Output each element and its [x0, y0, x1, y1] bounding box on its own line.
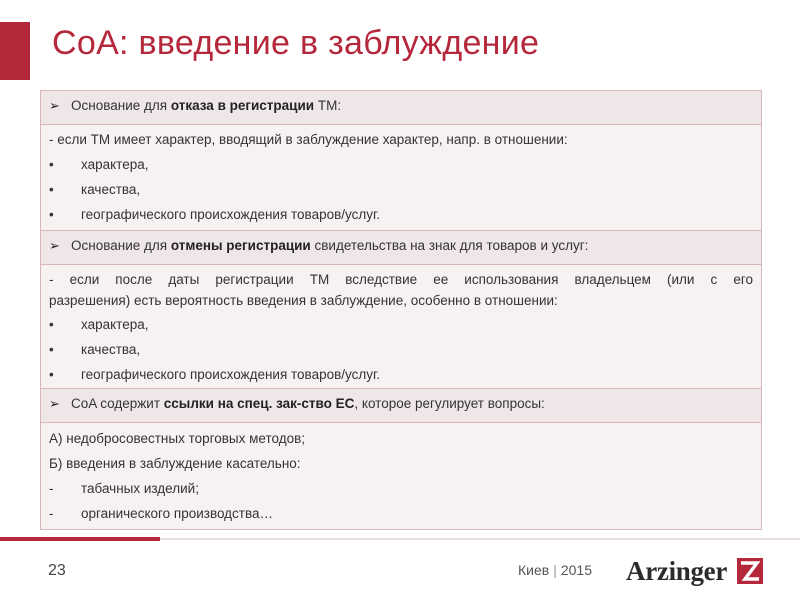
table-header-refusal — [41, 91, 761, 125]
header-text: Основание для — [71, 98, 171, 113]
bullet-icon: • — [49, 317, 54, 332]
bullet-icon: • — [49, 207, 54, 222]
arrow-bullet-icon: ➢ — [49, 98, 60, 113]
bullet-icon: • — [49, 342, 54, 357]
title-accent-bar — [0, 22, 30, 80]
header-text: Основание для — [71, 238, 171, 253]
item-a: А) недобросовестных торговых методов; — [49, 431, 306, 446]
dash-icon: - — [49, 506, 54, 521]
intro-text-line-1: - если после даты регистрации ТМ вследствие ее использования владельцем (или с его — [49, 272, 753, 287]
header-bold-text: отказа в регистрации — [170, 98, 315, 113]
table-body-eu-legislation — [41, 423, 761, 529]
bullet-icon: • — [49, 367, 54, 382]
table-body-cancellation — [41, 265, 761, 389]
intro-text-line-2: разрешения) есть вероятность введения в заблуждение, особенно в отношении: — [49, 293, 558, 308]
list-item: географического происхождения товаров/услуг. — [81, 207, 381, 222]
header-bold-text: отмены регистрации — [170, 238, 311, 253]
bullet-icon: • — [49, 182, 54, 197]
header-line — [49, 98, 341, 114]
slide-title: CoA: введение в заблуждение — [52, 24, 540, 62]
header-bold-text: ссылки на спец. зак-ство ЕС — [163, 396, 355, 411]
list-item: качества, — [81, 342, 141, 357]
footer-separator: | — [553, 562, 557, 578]
table-header-eu-legislation — [41, 389, 761, 423]
year-label: 2015 — [560, 562, 592, 578]
list-item: табачных изделий; — [81, 481, 199, 496]
intro-text: - если ТМ имеет характер, вводящий в заблуждение характер, напр. в отношении: — [49, 132, 568, 147]
arzinger-logo-mark-icon — [737, 558, 763, 584]
header-text-suffix: , которое регулирует вопросы: — [354, 396, 545, 411]
header-text-suffix: свидетельства на знак для товаров и услуг: — [310, 238, 589, 253]
header-line — [49, 238, 588, 254]
header-text-suffix: ТМ: — [314, 98, 342, 113]
bullet-icon: • — [49, 157, 54, 172]
item-b: Б) введения в заблуждение касательно: — [49, 456, 301, 471]
list-item: качества, — [81, 182, 141, 197]
header-text: CoA содержит — [71, 396, 164, 411]
dash-icon: - — [49, 481, 54, 496]
list-item: характера, — [81, 157, 149, 172]
arzinger-logo: Arzinger — [626, 556, 728, 586]
list-item: характера, — [81, 317, 149, 332]
header-line — [49, 396, 545, 412]
page-number: 23 — [48, 562, 66, 579]
footer-location — [518, 562, 592, 578]
table-header-cancellation — [41, 231, 761, 265]
arrow-bullet-icon: ➢ — [49, 238, 60, 253]
footer-accent-bar — [0, 537, 160, 541]
city-label: Киев — [518, 562, 550, 578]
content-table — [40, 90, 762, 530]
list-item: географического происхождения товаров/услуг. — [81, 367, 381, 382]
list-item: органического производства… — [81, 506, 274, 521]
table-body-refusal — [41, 125, 761, 231]
arrow-bullet-icon: ➢ — [49, 396, 60, 411]
